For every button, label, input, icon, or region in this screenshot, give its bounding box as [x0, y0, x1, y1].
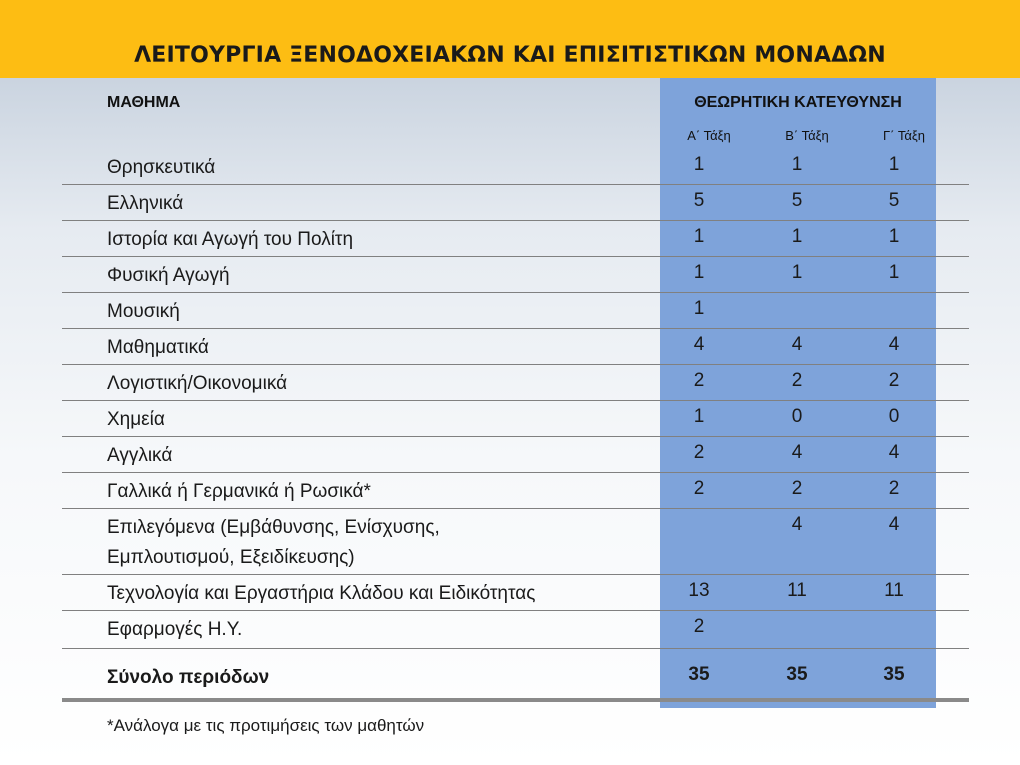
value-b: 0	[791, 406, 803, 427]
table-row	[62, 478, 969, 509]
value-c: 4	[888, 442, 900, 463]
table-row	[62, 154, 969, 185]
value-b: 1	[791, 154, 803, 175]
total-divider	[62, 698, 969, 702]
table-row	[62, 442, 969, 473]
subject-cell: Εφαρμογές Η.Υ.	[107, 619, 243, 640]
value-a: 13	[688, 580, 710, 601]
value-a: 1	[693, 298, 705, 319]
value-a: 4	[693, 334, 705, 355]
table-row	[62, 190, 969, 221]
total-b: 35	[786, 664, 808, 685]
value-a: 1	[693, 406, 705, 427]
total-label: Σύνολο περιόδων	[107, 667, 270, 688]
value-a: 1	[693, 226, 705, 247]
total-a: 35	[688, 664, 710, 685]
table-row	[62, 406, 969, 437]
subject-cell: Ελληνικά	[107, 193, 184, 214]
subject-cell: Μουσική	[107, 301, 180, 322]
value-a: 5	[693, 190, 705, 211]
subject-cell: Θρησκευτικά	[107, 157, 216, 178]
value-a: 2	[693, 442, 705, 463]
value-c: 11	[884, 580, 904, 601]
subject-cell-line-1: Επιλεγόμενα (Εμβάθυνσης, Ενίσχυσης,	[107, 517, 440, 538]
total-c: 35	[883, 664, 905, 685]
class-header-b: Β΄ Τάξη	[785, 128, 829, 143]
subject-cell: Μαθηματικά	[107, 337, 209, 358]
value-c: 4	[888, 514, 900, 535]
value-c: 2	[888, 478, 900, 499]
value-c: 0	[888, 406, 900, 427]
value-a: 2	[693, 616, 705, 637]
value-b: 1	[791, 226, 803, 247]
table-row	[62, 262, 969, 293]
value-c: 1	[888, 226, 900, 247]
subject-cell: Γαλλικά ή Γερμανικά ή Ρωσικά*	[107, 481, 371, 502]
class-header-a: Α΄ Τάξη	[687, 128, 731, 143]
table-row	[62, 334, 969, 365]
subject-cell: Ιστορία και Αγωγή του Πολίτη	[107, 229, 354, 250]
value-b: 2	[791, 370, 803, 391]
value-b: 4	[791, 514, 803, 535]
table-row	[62, 370, 969, 401]
subject-cell: Αγγλικά	[107, 445, 173, 466]
value-c: 1	[888, 154, 900, 175]
value-a: 2	[693, 478, 705, 499]
value-a: 1	[693, 154, 705, 175]
title-banner	[0, 0, 1020, 78]
table-row	[62, 226, 969, 257]
subject-cell-line-2: Εμπλουτισμού, Εξειδίκευσης)	[107, 547, 355, 568]
value-b: 11	[787, 580, 807, 601]
footnote: *Ανάλογα με τις προτιμήσεις των μαθητών	[107, 716, 425, 735]
value-a: 1	[693, 262, 705, 283]
value-b: 5	[791, 190, 803, 211]
subject-cell: Χημεία	[107, 409, 165, 430]
table-row	[62, 580, 969, 611]
value-c: 5	[888, 190, 900, 211]
table-row	[62, 616, 969, 649]
value-c: 1	[888, 262, 900, 283]
page-title: ΛΕΙΤΟΥΡΓΙΑ ΞΕΝΟΔΟΧΕΙΑΚΩΝ ΚΑΙ ΕΠΙΣΙΤΙΣΤΙΚΩΝ ΜΟΝΑΔΩΝ	[134, 43, 886, 68]
class-header-c: Γ΄ Τάξη	[883, 128, 925, 143]
value-b: 4	[791, 442, 803, 463]
value-a: 2	[693, 370, 705, 391]
subject-cell: Λογιστική/Οικονομικά	[107, 373, 288, 394]
value-b: 2	[791, 478, 803, 499]
table-row	[62, 298, 969, 329]
value-c: 2	[888, 370, 900, 391]
table-row	[62, 514, 969, 575]
value-c: 4	[888, 334, 900, 355]
total-row	[62, 664, 969, 694]
value-b: 4	[791, 334, 803, 355]
track-header: ΘΕΩΡΗΤΙΚΗ ΚΑΤΕΥΘΥΝΣΗ	[694, 94, 902, 111]
value-b: 1	[791, 262, 803, 283]
subject-cell: Τεχνολογία και Εργαστήρια Κλάδου και Ειδικότητας	[107, 583, 536, 604]
subject-cell: Φυσική Αγωγή	[107, 265, 230, 286]
subject-header: ΜΑΘΗΜΑ	[107, 94, 181, 111]
